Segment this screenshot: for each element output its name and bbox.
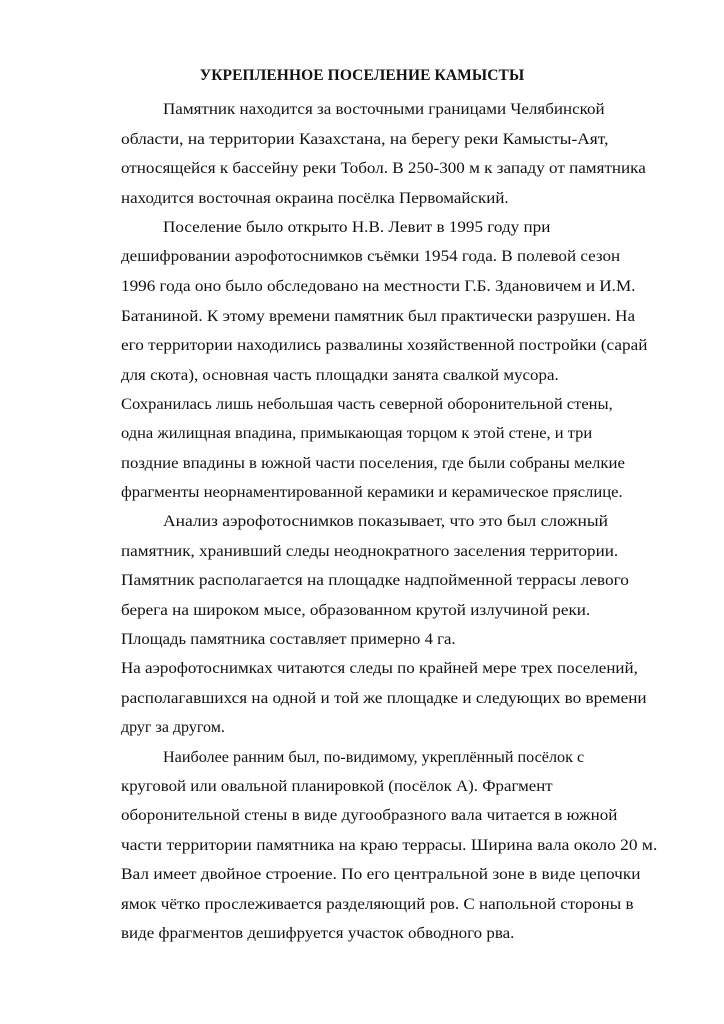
text-line: круговой или овальной планировкой (посёлок А). Фрагмент [121,778,553,795]
text-line: оборонительной стены в виде дугообразного вала читается в южной [121,807,618,824]
text-line: фрагменты неорнаментированной керамики и керамическое пряслице. [121,484,623,501]
text-line: поздние впадины в южной части поселения, где были собраны мелкие [121,455,625,472]
page-title: УКРЕПЛЕННОЕ ПОСЕЛЕНИЕ КАМЫСТЫ [199,67,525,84]
text-line: 1996 года оно было обследовано на местности Г.Б. Здановичем и И.М. [121,278,636,295]
text-line: Батаниной. К этому времени памятник был практически разрушен. На [121,308,636,325]
text-line: находится восточная окраина посёлка Первомайский. [121,190,509,207]
text-line: Площадь памятника составляет примерно 4 га. [121,631,456,648]
text-line: одна жилищная впадина, примыкающая торцом к этой стене, и три [121,425,593,442]
text-line: части территории памятника на краю террасы. Ширина вала около 20 м. [121,837,658,854]
text-line: берега на широком мысе, образованном крутой излучиной реки. [121,602,591,619]
text-line: его территории находились развалины хозяйственной постройки (сарай [121,337,648,354]
text-line: друг за другом. [121,719,225,736]
text-line: Наиболее ранним был, по-видимому, укреплённый посёлок с [163,749,585,766]
text-line: располагавшихся на одной и той же площадке и следующих во времени [121,690,647,707]
text-line: На аэрофотоснимках читаются следы по крайней мере трех поселений, [121,660,638,677]
text-line: для скота), основная часть площадки занята свалкой мусора. [121,367,559,384]
text-line: Памятник находится за восточными границами Челябинской [163,101,605,118]
text-line: памятник, хранивший следы неоднократного заселения территории. [121,543,619,560]
text-line: Поселение было открыто Н.В. Левит в 1995 году при [163,219,551,236]
text-line: Вал имеет двойное строение. По его центральной зоне в виде цепочки [121,866,641,883]
text-line: Сохранилась лишь небольшая часть северной оборонительной стены, [121,396,613,413]
text-line: Анализ аэрофотоснимков показывает, что это был сложный [163,513,608,530]
text-line: области, на территории Казахстана, на берегу реки Камысты-Аят, [121,131,609,148]
text-line: виде фрагментов дешифруется участок обводного рва. [121,925,515,942]
text-line: Памятник располагается на площадке надпойменной террасы левого [121,572,629,589]
text-line: ямок чётко прослеживается разделяющий ров. С напольной стороны в [121,896,634,913]
text-line: относящейся к бассейну реки Тобол. В 250-300 м к западу от памятника [121,160,646,177]
text-line: дешифровании аэрофотоснимков съёмки 1954 года. В полевой сезон [121,248,621,265]
